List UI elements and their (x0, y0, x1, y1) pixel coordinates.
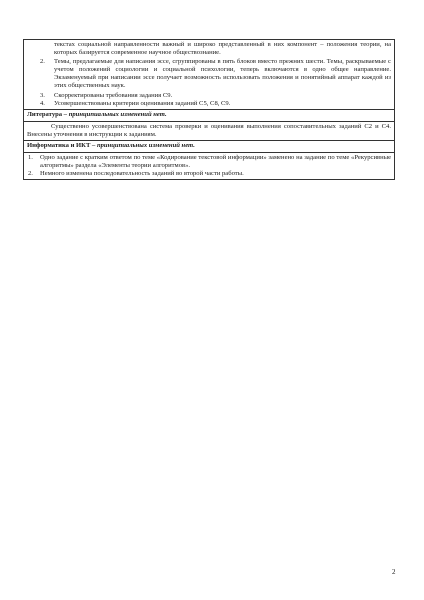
informatics-header (24, 141, 395, 152)
table-row (24, 141, 395, 152)
informatics-list (27, 154, 391, 179)
list-text: Одно задание с кратким ответом по теме «Кодирование текстовой информации» заменено на задание по теме «Рекурсивные алгоритмы» раздела «Элементы теории алгоритмов». (40, 153, 391, 169)
list-number: 4. (40, 100, 45, 108)
list-item (27, 154, 391, 171)
subject-name: Литература (27, 111, 63, 119)
literature-cell (24, 121, 395, 141)
subject-name: Информатика и ИКТ (27, 142, 91, 150)
list-number: 3. (40, 91, 45, 99)
list-item (27, 170, 391, 178)
list-number: 1. (28, 153, 33, 161)
dash: – (90, 142, 97, 150)
page-number: 2 (392, 568, 396, 576)
list-text: Темы, предлагаемые для написания эссе, сгруппированы в пять блоков вместо прежних шести. Темы, раскрываемые с учетом положений социологии и социальной психологии, теперь включаются в одно общее направление. Экзаменуемый при написании эссе получает возможность использовать положения и понятийный аппарат каждой из этих общественных наук. (54, 57, 391, 90)
table-row (24, 40, 395, 110)
literature-header (24, 110, 395, 121)
dash: – (62, 111, 69, 119)
subject-note: принципиальных изменений нет. (96, 142, 195, 150)
list-number: 2. (28, 170, 33, 178)
list-item (27, 92, 391, 100)
continuation-text: текстах социальной направленности важный и широко представленный в них компонент – положения теории, на которых базируется современное научное обществознание. (54, 41, 391, 57)
changes-table (23, 39, 395, 180)
list-text: Немного изменена последовательность заданий во второй части работы. (40, 170, 244, 178)
subject-note: принципиальных изменений нет. (68, 111, 167, 119)
list-number: 2. (40, 57, 45, 65)
list-text: Скорректированы требования задания С9. (54, 91, 173, 99)
table-row (24, 121, 395, 141)
list-text: Усовершенствованы критерии оценивания заданий С5, С8, С9. (54, 100, 231, 108)
informatics-cell (24, 152, 395, 180)
list-item (27, 58, 391, 91)
social-studies-cell (24, 40, 395, 110)
literature-paragraph: Существенно усовершенствована система проверки и оценивания выполнения сопоставительных заданий С2 и С4. Внесены уточнения в инструкции к заданиям. (27, 122, 391, 138)
table-row (24, 110, 395, 121)
table-row (24, 152, 395, 180)
list-item (27, 100, 391, 108)
social-studies-list (27, 58, 391, 109)
